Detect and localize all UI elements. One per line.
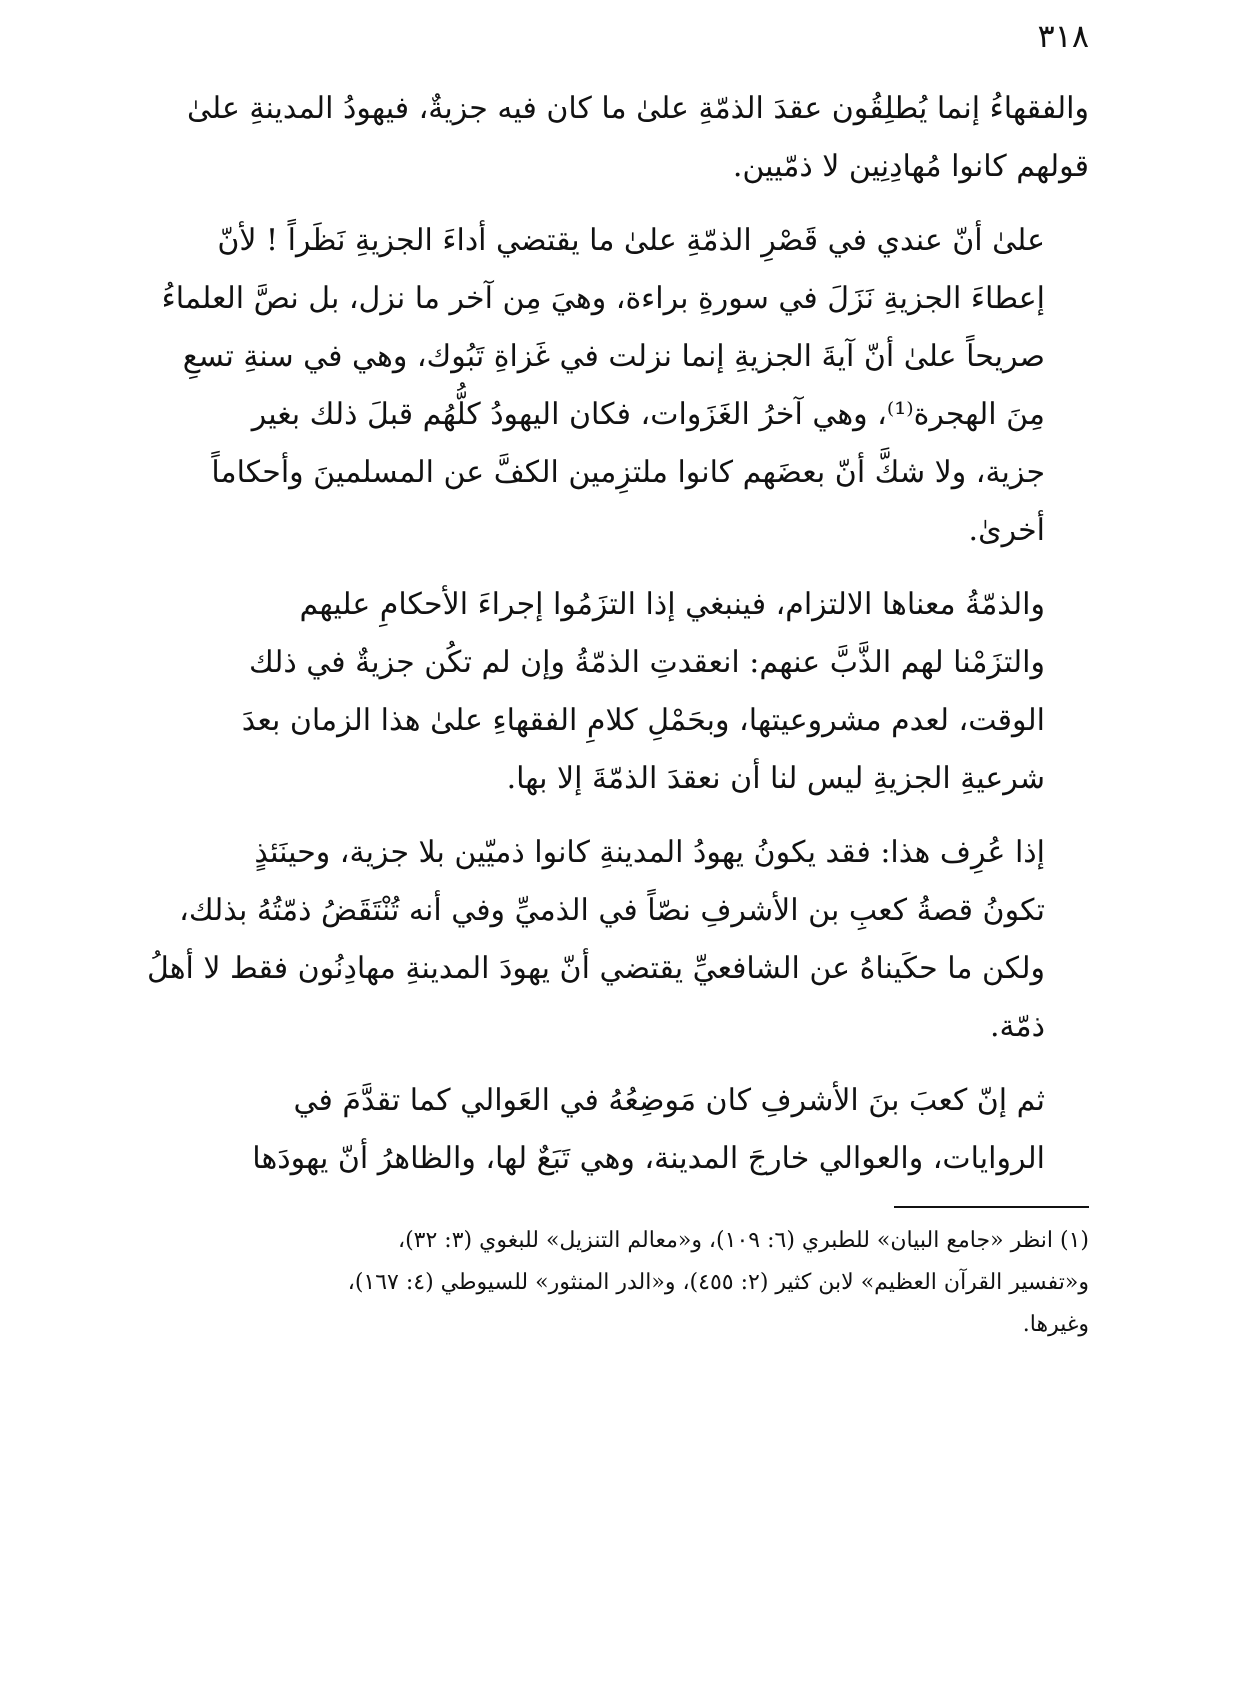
text-line: ذمّة. (989, 1009, 1045, 1044)
paragraph (144, 212, 1089, 560)
page-number: ٣١٨ (1037, 17, 1089, 55)
text-line: والتزَمْنا لهم الذَّبَّ عنهم: انعقدتِ الذمّةُ وإن لم تكُن جزيةٌ في ذلك (248, 645, 1045, 680)
text-line: ثم إنّ كعبَ بنَ الأشرفِ كان مَوضِعُهُ في العَوالي كما تقدَّمَ في (293, 1083, 1045, 1118)
text-line: إعطاءَ الجزيةِ نَزَلَ في سورةِ براءة، وهيَ مِن آخر ما نزل، بل نصَّ العلماءُ (161, 281, 1045, 316)
paragraph (144, 1072, 1089, 1188)
text-line: صريحاً علىٰ أنّ آيةَ الجزيةِ إنما نزلت في غَزاةِ تَبُوك، وهي في سنةِ تسعِ (182, 339, 1045, 374)
paragraph (144, 80, 1089, 196)
paragraph (144, 824, 1089, 1056)
text-line: تكونُ قصةُ كعبِ بن الأشرفِ نصّاً في الذميِّ وفي أنه تُنْتَقَضُ ذمّتُهُ بذلك، (179, 893, 1045, 928)
text-line: علىٰ أنّ عندي في قَصْرِ الذمّةِ علىٰ ما يقتضي أداءَ الجزيةِ نَظَراً ! لأنّ (217, 223, 1045, 258)
text-line: أخرىٰ. (968, 513, 1045, 548)
text-line: ولكن ما حكَيناهُ عن الشافعيِّ يقتضي أنّ يهودَ المدينةِ مهادِنُون فقط لا أهلُ (147, 951, 1045, 986)
text-line: الوقت، لعدم مشروعيتها، وبحَمْلِ كلامِ الفقهاءِ علىٰ هذا الزمان بعدَ (241, 703, 1045, 738)
text-line: قولهم كانوا مُهادِنِين لا ذمّيين. (732, 149, 1089, 184)
text-line: الروايات، والعوالي خارجَ المدينة، وهي تَبَعٌ لها، والظاهرُ أنّ يهودَها (252, 1141, 1045, 1176)
footnote-line: (١) انظر «جامع البيان» للطبري (٦: ١٠٩)، و«معالم التنزيل» للبغوي (٣: ٣٢)، (397, 1228, 1089, 1253)
footnotes (144, 1220, 1089, 1346)
body-text (144, 80, 1089, 1188)
footnote-divider (894, 1206, 1089, 1208)
footnote-line: و«تفسير القرآن العظيم» لابن كثير (٢: ٤٥٥)، و«الدر المنثور» للسيوطي (٤: ١٦٧)، (347, 1270, 1089, 1295)
text-line: والذمّةُ معناها الالتزام، فينبغي إذا التزَمُوا إجراءَ الأحكامِ عليهم (299, 587, 1045, 622)
footnote-line: وغيرها. (1022, 1312, 1089, 1337)
text-line: مِنَ الهجرة⁽¹⁾، وهي آخرُ الغَزَوات، فكان اليهودُ كلُّهُم قبلَ ذلك بغير (251, 397, 1045, 432)
paragraph (144, 576, 1089, 808)
text-line: جزية، ولا شكَّ أنّ بعضَهم كانوا ملتزِمين الكفَّ عن المسلمينَ وأحكاماً (211, 455, 1045, 490)
text-line: إذا عُرِف هذا: فقد يكونُ يهودُ المدينةِ كانوا ذميّين بلا جزية، وحينَئذٍ (254, 835, 1045, 870)
text-line: شرعيةِ الجزيةِ ليس لنا أن نعقدَ الذمّةَ إلا بها. (506, 761, 1045, 796)
text-line: والفقهاءُ إنما يُطلِقُون عقدَ الذمّةِ علىٰ ما كان فيه جزيةٌ، فيهودُ المدينةِ علىٰ (187, 91, 1089, 126)
